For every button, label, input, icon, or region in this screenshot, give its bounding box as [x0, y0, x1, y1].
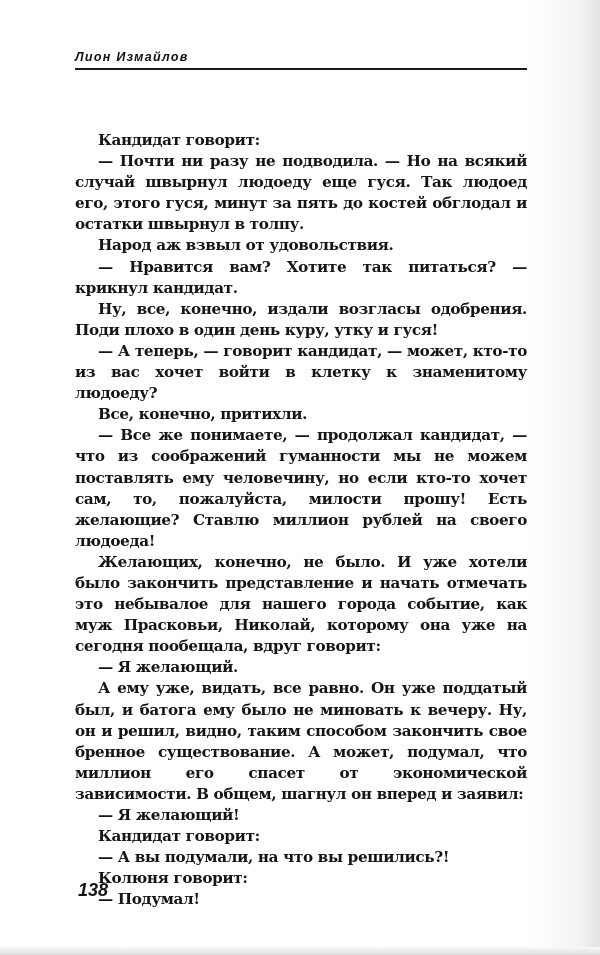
- paragraph: А ему уже, видать, все равно. Он уже поддатый был, и батога ему было не миновать к вечеру. Ну, он и решил, видно, таким способом закончить свое бренное существование. А может, подумал, что миллион его спасет от экономической зависимости. В общем, шагнул он вперед и заявил:: [75, 679, 527, 803]
- page-edge-shadow: [530, 0, 600, 955]
- header-rule: [75, 68, 527, 70]
- paragraph: — А теперь, — говорит кандидат, — может, кто-то из вас хочет войти в клетку к знаменитому людоеду?: [75, 341, 527, 403]
- running-head-author: Лион Измайлов: [75, 50, 189, 64]
- paragraph: Ну, все, конечно, издали возгласы одобрения. Поди плохо в один день куру, утку и гуся!: [75, 299, 527, 339]
- paragraph: — А вы подумали, на что вы решились?!: [98, 848, 450, 867]
- paragraph: Народ аж взвыл от удовольствия.: [98, 236, 394, 255]
- paragraph: — Я желающий.: [98, 658, 238, 677]
- page-bottom-edge: [0, 947, 600, 955]
- paragraph: Колюня говорит:: [98, 869, 248, 888]
- paragraph: Желающих, конечно, не было. И уже хотели было закончить представление и начать отмечать это небывалое для нашего города событие, как муж Прасковьи, Николай, которому она уже на сегодня пообещала, вдруг говорит:: [75, 552, 527, 656]
- paragraph: — Подумал!: [98, 890, 200, 909]
- paragraph: — Почти ни разу не подводила. — Но на всякий случай швырнул людоеду еще гуся. Так людоед его, этого гуся, минут за пять до костей обглодал и остатки швырнул в толпу.: [75, 152, 527, 234]
- paragraph: — Нравится вам? Хотите так питаться? — крикнул кандидат.: [75, 257, 527, 297]
- paragraph: Кандидат говорит:: [98, 827, 260, 846]
- paragraph: — Я желающий!: [98, 806, 240, 824]
- body-text: [75, 130, 527, 910]
- page-number: 138: [78, 880, 109, 900]
- paragraph: — Все же понимаете, — продолжал кандидат, — что из соображений гуманности мы не можем поставлять ему человечину, но если кто-то хочет сам, то, пожалуйста, милости прошу! Есть желающие? Ставлю миллион рублей на своего людоеда!: [75, 426, 527, 550]
- paragraph: Все, конечно, притихли.: [98, 405, 308, 424]
- paragraph: Кандидат говорит:: [98, 131, 260, 149]
